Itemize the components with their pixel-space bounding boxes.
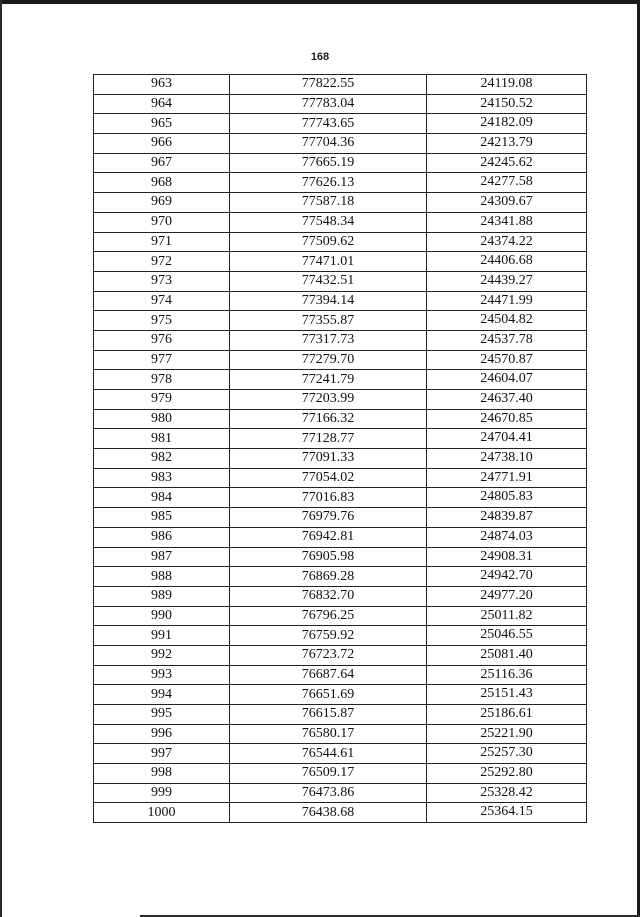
index-cell: 993	[94, 665, 230, 685]
value-b-cell: 25116.36	[427, 665, 587, 685]
index-cell: 989	[94, 586, 230, 606]
table-row	[94, 547, 587, 567]
value-b-cell: 24245.62	[427, 153, 587, 173]
index-cell: 994	[94, 685, 230, 705]
index-cell: 963	[94, 75, 230, 95]
index-cell: 971	[94, 232, 230, 252]
table-row	[94, 390, 587, 410]
index-cell: 969	[94, 193, 230, 213]
table-row	[94, 468, 587, 488]
table-row	[94, 193, 587, 213]
value-a-cell: 77665.19	[230, 153, 427, 173]
table-row	[94, 134, 587, 154]
table-row	[94, 252, 587, 272]
value-a-cell: 77054.02	[230, 468, 427, 488]
value-a-cell: 77432.51	[230, 271, 427, 291]
value-a-cell: 76509.17	[230, 764, 427, 784]
value-a-cell: 77016.83	[230, 488, 427, 508]
value-a-cell: 77471.01	[230, 252, 427, 272]
value-a-cell: 76651.69	[230, 685, 427, 705]
table-row	[94, 271, 587, 291]
table-row	[94, 724, 587, 744]
value-b-cell: 24604.07	[427, 370, 587, 390]
value-b-cell: 25221.90	[427, 724, 587, 744]
value-a-cell: 77509.62	[230, 232, 427, 252]
value-b-cell: 24471.99	[427, 291, 587, 311]
value-b-cell: 24341.88	[427, 212, 587, 232]
table-row	[94, 488, 587, 508]
index-cell: 991	[94, 626, 230, 646]
value-b-cell: 25011.82	[427, 606, 587, 626]
value-b-cell: 24670.85	[427, 409, 587, 429]
table-row	[94, 291, 587, 311]
table-row	[94, 370, 587, 390]
table-row	[94, 764, 587, 784]
value-a-cell: 77626.13	[230, 173, 427, 193]
table-row	[94, 311, 587, 331]
value-a-cell: 76687.64	[230, 665, 427, 685]
table-row	[94, 606, 587, 626]
value-a-cell: 77166.32	[230, 409, 427, 429]
scan-border-top	[0, 0, 640, 4]
index-cell: 1000	[94, 803, 230, 823]
table-row	[94, 665, 587, 685]
value-a-cell: 76759.92	[230, 626, 427, 646]
value-a-cell: 76796.25	[230, 606, 427, 626]
index-cell: 997	[94, 744, 230, 764]
value-b-cell: 24908.31	[427, 547, 587, 567]
index-cell: 986	[94, 527, 230, 547]
value-b-cell: 24309.67	[427, 193, 587, 213]
value-b-cell: 24504.82	[427, 311, 587, 331]
value-a-cell: 76905.98	[230, 547, 427, 567]
value-a-cell: 77203.99	[230, 390, 427, 410]
value-b-cell: 25046.55	[427, 626, 587, 646]
table-row	[94, 232, 587, 252]
index-cell: 981	[94, 429, 230, 449]
value-a-cell: 76544.61	[230, 744, 427, 764]
table-row	[94, 783, 587, 803]
value-a-cell: 76438.68	[230, 803, 427, 823]
index-cell: 985	[94, 508, 230, 528]
value-a-cell: 76615.87	[230, 705, 427, 725]
index-cell: 965	[94, 114, 230, 134]
value-a-cell: 77241.79	[230, 370, 427, 390]
value-b-cell: 24874.03	[427, 527, 587, 547]
value-b-cell: 24771.91	[427, 468, 587, 488]
value-a-cell: 76979.76	[230, 508, 427, 528]
value-b-cell: 25257.30	[427, 744, 587, 764]
index-cell: 995	[94, 705, 230, 725]
table-row	[94, 114, 587, 134]
value-a-cell: 77822.55	[230, 75, 427, 95]
index-cell: 964	[94, 94, 230, 114]
table-row	[94, 744, 587, 764]
index-cell: 996	[94, 724, 230, 744]
table-row	[94, 527, 587, 547]
value-b-cell: 25364.15	[427, 803, 587, 823]
value-b-cell: 24374.22	[427, 232, 587, 252]
value-b-cell: 25151.43	[427, 685, 587, 705]
value-a-cell: 76869.28	[230, 567, 427, 587]
table-row	[94, 567, 587, 587]
value-b-cell: 24637.40	[427, 390, 587, 410]
value-a-cell: 77355.87	[230, 311, 427, 331]
table-row	[94, 153, 587, 173]
value-b-cell: 25328.42	[427, 783, 587, 803]
value-a-cell: 76723.72	[230, 645, 427, 665]
index-cell: 973	[94, 271, 230, 291]
table-row	[94, 586, 587, 606]
page-number: 168	[310, 51, 330, 63]
index-cell: 979	[94, 390, 230, 410]
value-b-cell: 25081.40	[427, 645, 587, 665]
index-cell: 990	[94, 606, 230, 626]
value-b-cell: 24537.78	[427, 330, 587, 350]
index-cell: 980	[94, 409, 230, 429]
index-cell: 999	[94, 783, 230, 803]
table-row	[94, 173, 587, 193]
value-b-cell: 24277.58	[427, 173, 587, 193]
data-table-container	[93, 74, 586, 823]
value-a-cell: 76942.81	[230, 527, 427, 547]
value-a-cell: 76580.17	[230, 724, 427, 744]
table-row	[94, 330, 587, 350]
table-row	[94, 350, 587, 370]
value-b-cell: 24738.10	[427, 449, 587, 469]
value-b-cell: 24977.20	[427, 586, 587, 606]
value-a-cell: 77704.36	[230, 134, 427, 154]
index-cell: 988	[94, 567, 230, 587]
index-cell: 975	[94, 311, 230, 331]
index-cell: 972	[94, 252, 230, 272]
index-cell: 970	[94, 212, 230, 232]
table-row	[94, 685, 587, 705]
value-a-cell: 77091.33	[230, 449, 427, 469]
value-a-cell: 77128.77	[230, 429, 427, 449]
index-cell: 977	[94, 350, 230, 370]
index-cell: 982	[94, 449, 230, 469]
table-row	[94, 705, 587, 725]
index-cell: 998	[94, 764, 230, 784]
table-row	[94, 803, 587, 823]
value-a-cell: 76832.70	[230, 586, 427, 606]
table-row	[94, 212, 587, 232]
index-cell: 983	[94, 468, 230, 488]
value-b-cell: 24119.08	[427, 75, 587, 95]
data-table	[93, 74, 587, 823]
index-cell: 967	[94, 153, 230, 173]
value-b-cell: 24150.52	[427, 94, 587, 114]
value-b-cell: 24805.83	[427, 488, 587, 508]
index-cell: 987	[94, 547, 230, 567]
value-b-cell: 24704.41	[427, 429, 587, 449]
table-row	[94, 409, 587, 429]
index-cell: 968	[94, 173, 230, 193]
value-a-cell: 77394.14	[230, 291, 427, 311]
index-cell: 992	[94, 645, 230, 665]
scan-border-left	[0, 0, 2, 917]
value-a-cell: 77783.04	[230, 94, 427, 114]
index-cell: 974	[94, 291, 230, 311]
value-a-cell: 77279.70	[230, 350, 427, 370]
value-a-cell: 77317.73	[230, 330, 427, 350]
index-cell: 984	[94, 488, 230, 508]
value-b-cell: 24406.68	[427, 252, 587, 272]
value-b-cell: 25292.80	[427, 764, 587, 784]
table-row	[94, 94, 587, 114]
value-a-cell: 77548.34	[230, 212, 427, 232]
value-a-cell: 77743.65	[230, 114, 427, 134]
table-row	[94, 508, 587, 528]
table-row	[94, 645, 587, 665]
value-b-cell: 24839.87	[427, 508, 587, 528]
value-b-cell: 24570.87	[427, 350, 587, 370]
value-b-cell: 24942.70	[427, 567, 587, 587]
table-body	[94, 75, 587, 823]
index-cell: 966	[94, 134, 230, 154]
value-a-cell: 76473.86	[230, 783, 427, 803]
value-b-cell: 24213.79	[427, 134, 587, 154]
index-cell: 976	[94, 330, 230, 350]
table-row	[94, 449, 587, 469]
value-b-cell: 24182.09	[427, 114, 587, 134]
table-row	[94, 75, 587, 95]
value-b-cell: 25186.61	[427, 705, 587, 725]
value-b-cell: 24439.27	[427, 271, 587, 291]
index-cell: 978	[94, 370, 230, 390]
table-row	[94, 429, 587, 449]
value-a-cell: 77587.18	[230, 193, 427, 213]
table-row	[94, 626, 587, 646]
